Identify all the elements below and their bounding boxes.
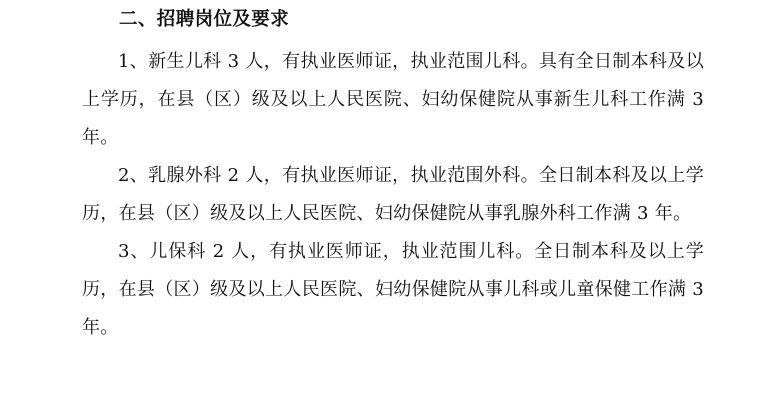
section-heading: 二、招聘岗位及要求 <box>119 9 290 30</box>
paragraph-item-2: 2、乳腺外科 2 人，有执业医师证，执业范围外科。全日制本科及以上学历，在县（区）级及以上人民医院、妇幼保健院从事乳腺外科工作满 3 年。 <box>82 164 704 224</box>
paragraph-item-3: 3、儿保科 2 人，有执业医师证，执业范围儿科。全日制本科及以上学历，在县（区）级及以上人民医院、妇幼保健院从事儿科或儿童保健工作满 3 年。 <box>82 240 704 338</box>
paragraph-item-1: 1、新生儿科 3 人，有执业医师证，执业范围儿科。具有全日制本科及以上学历，在县（区）级及以上人民医院、妇幼保健院从事新生儿科工作满 3 年。 <box>82 50 704 148</box>
